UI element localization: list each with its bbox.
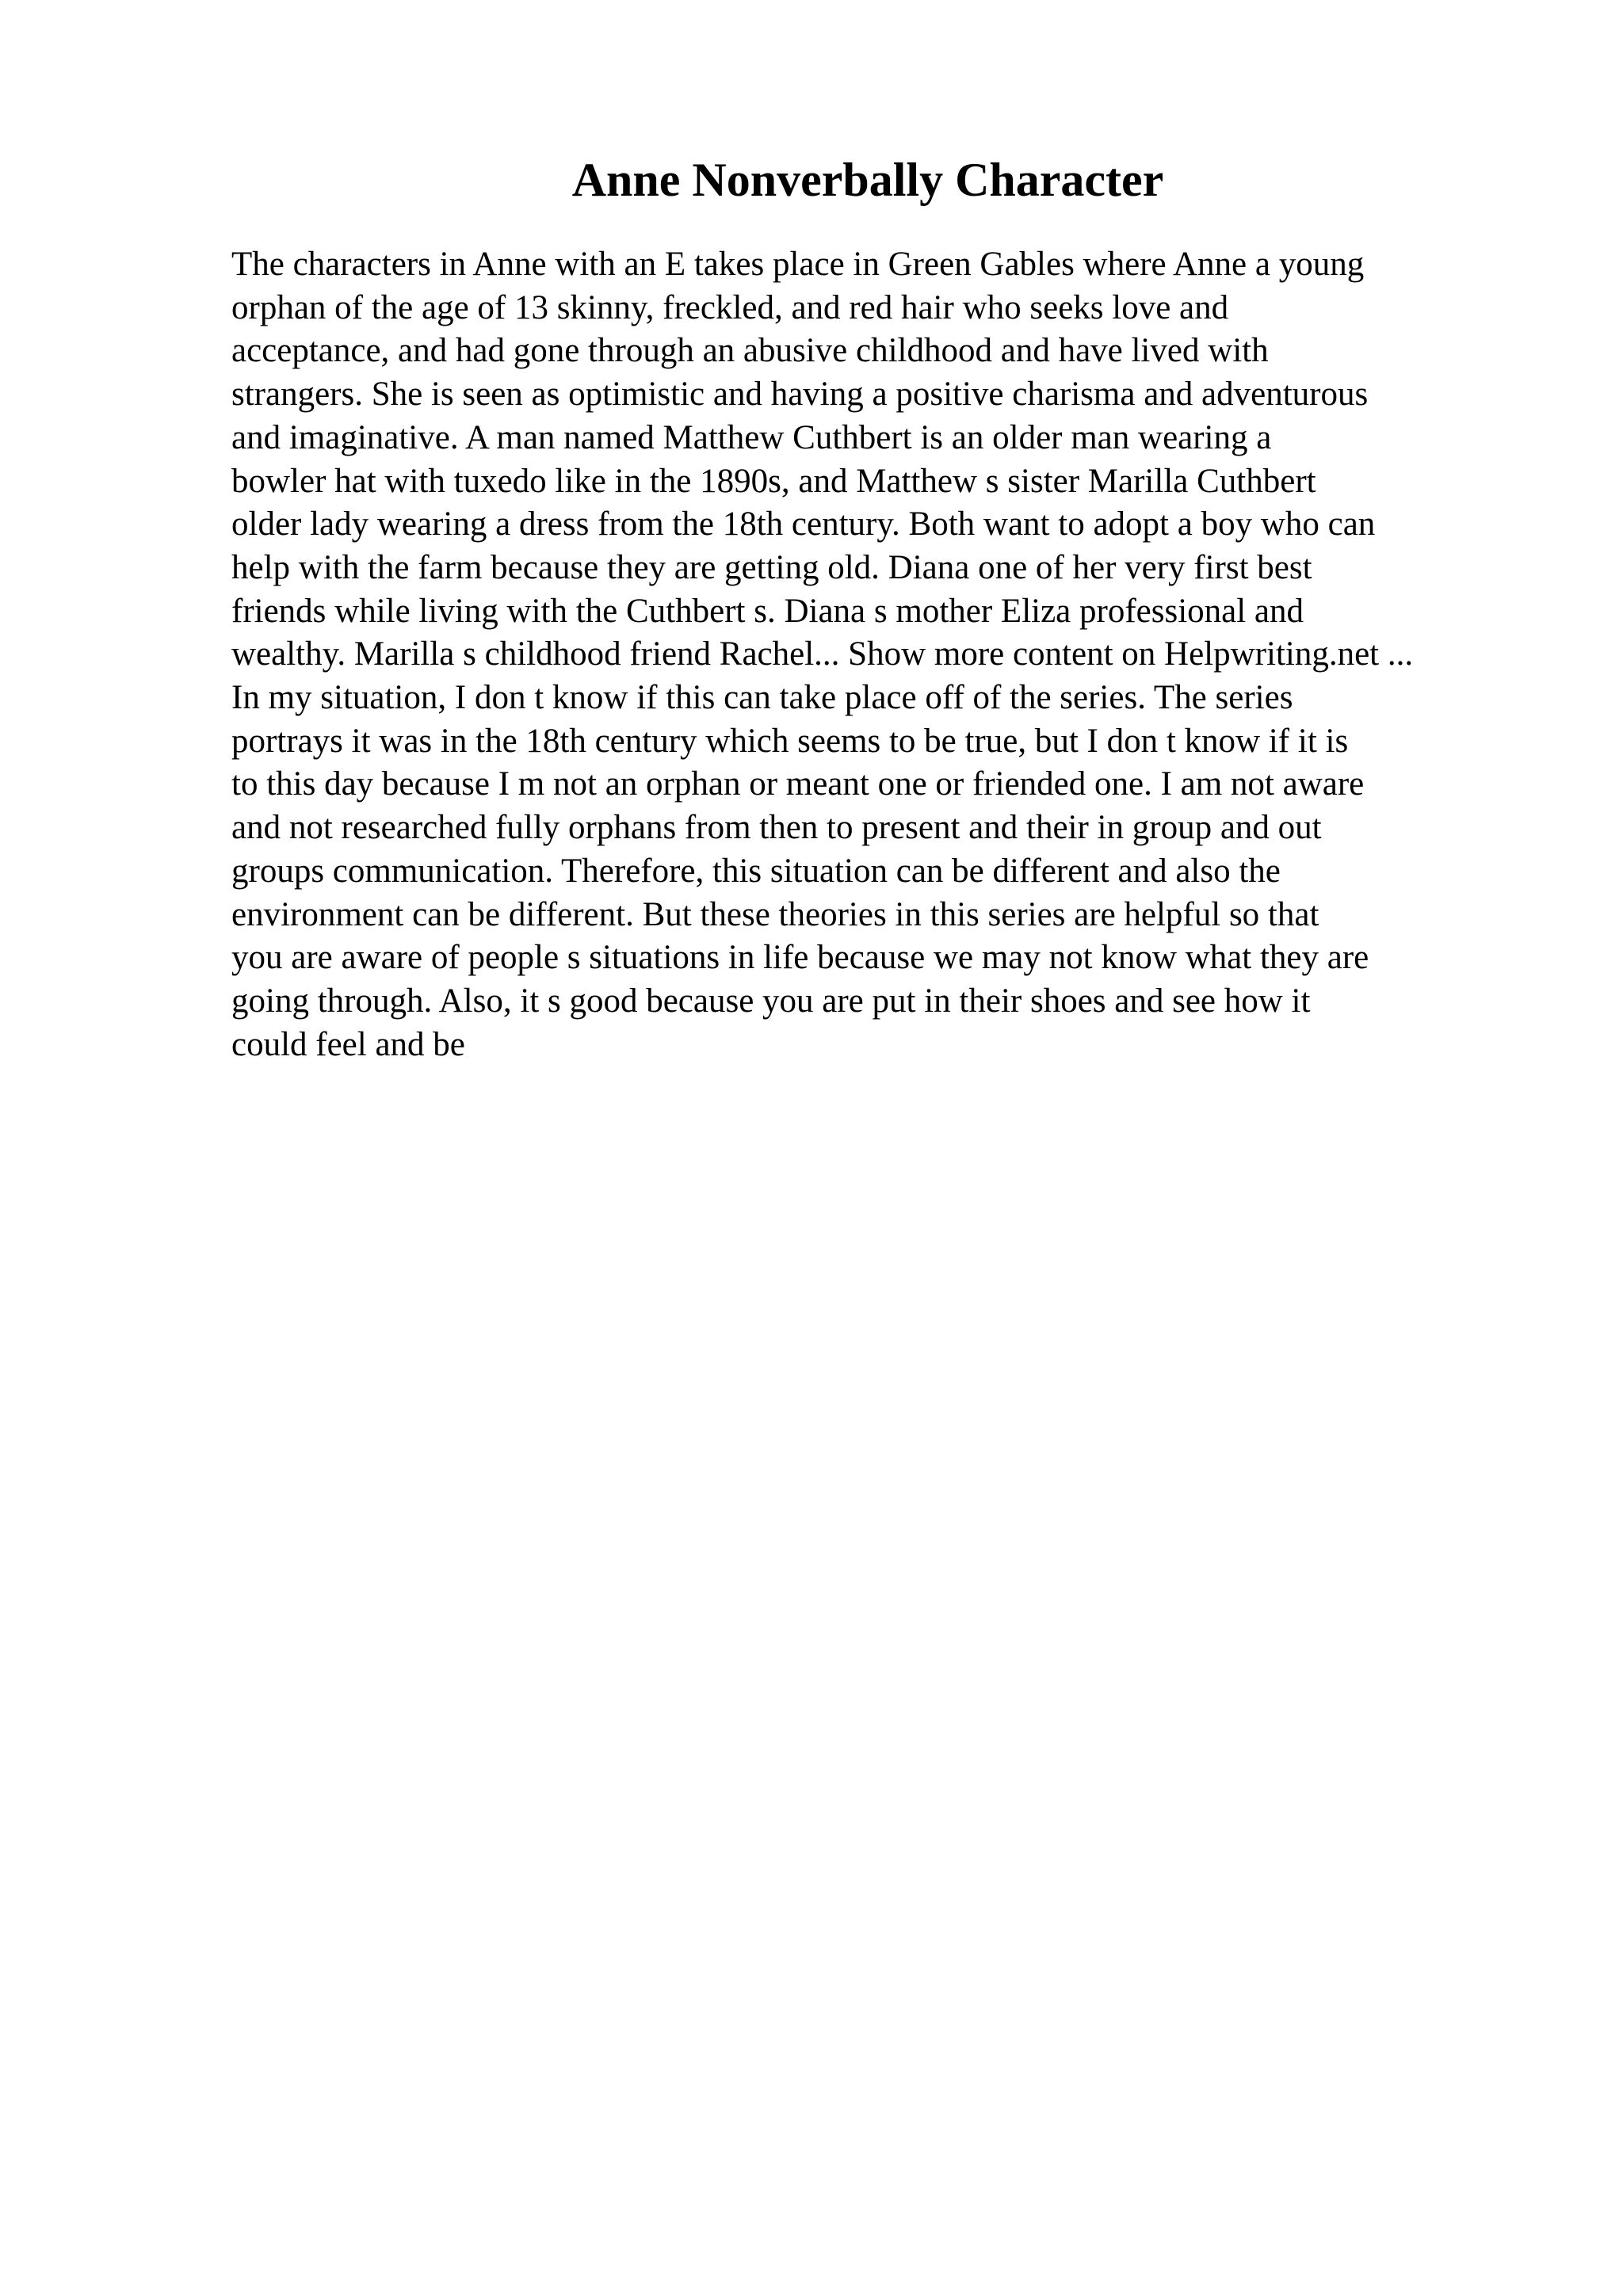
body-line: environment can be different. But these theories in this series are helpful so that [231, 895, 1319, 933]
body-line: groups communication. Therefore, this situation can be different and also the [231, 852, 1281, 890]
body-line: friends while living with the Cuthbert s. Diana s mother Eliza professional and [231, 592, 1304, 630]
body-line: portrays it was in the 18th century which seems to be true, but I don t know if it is [231, 722, 1349, 760]
body-line: going through. Also, it s good because you are put in their shoes and see how it [231, 982, 1311, 1020]
document-body [231, 243, 1579, 1066]
body-line: older lady wearing a dress from the 18th century. Both want to adopt a boy who can [231, 505, 1376, 543]
body-line: In my situation, I don t know if this can take place off of the series. The series [231, 679, 1293, 717]
body-line: to this day because I m not an orphan or meant one or friended one. I am not aware [231, 765, 1365, 803]
body-line: The characters in Anne with an E takes place in Green Gables where Anne a young [231, 246, 1365, 283]
body-line: help with the farm because they are getting old. Diana one of her very first best [231, 548, 1312, 586]
body-line: orphan of the age of 13 skinny, freckled, and red hair who seeks love and [231, 288, 1229, 326]
body-line: you are aware of people s situations in life because we may not know what they are [231, 939, 1369, 977]
body-line: could feel and be [231, 1025, 465, 1063]
body-line: and not researched fully orphans from then to present and their in group and out [231, 809, 1322, 847]
body-line: bowler hat with tuxedo like in the 1890s, and Matthew s sister Marilla Cuthbert [231, 462, 1316, 500]
body-line: wealthy. Marilla s childhood friend Rachel... Show more content on Helpwriting.net ... [231, 635, 1414, 673]
document-title: Anne Nonverbally Character [571, 154, 1164, 206]
body-line: and imaginative. A man named Matthew Cuthbert is an older man wearing a [231, 418, 1272, 456]
body-line: strangers. She is seen as optimistic and having a positive charisma and adventurous [231, 376, 1369, 414]
body-line: acceptance, and had gone through an abusive childhood and have lived with [231, 332, 1269, 370]
